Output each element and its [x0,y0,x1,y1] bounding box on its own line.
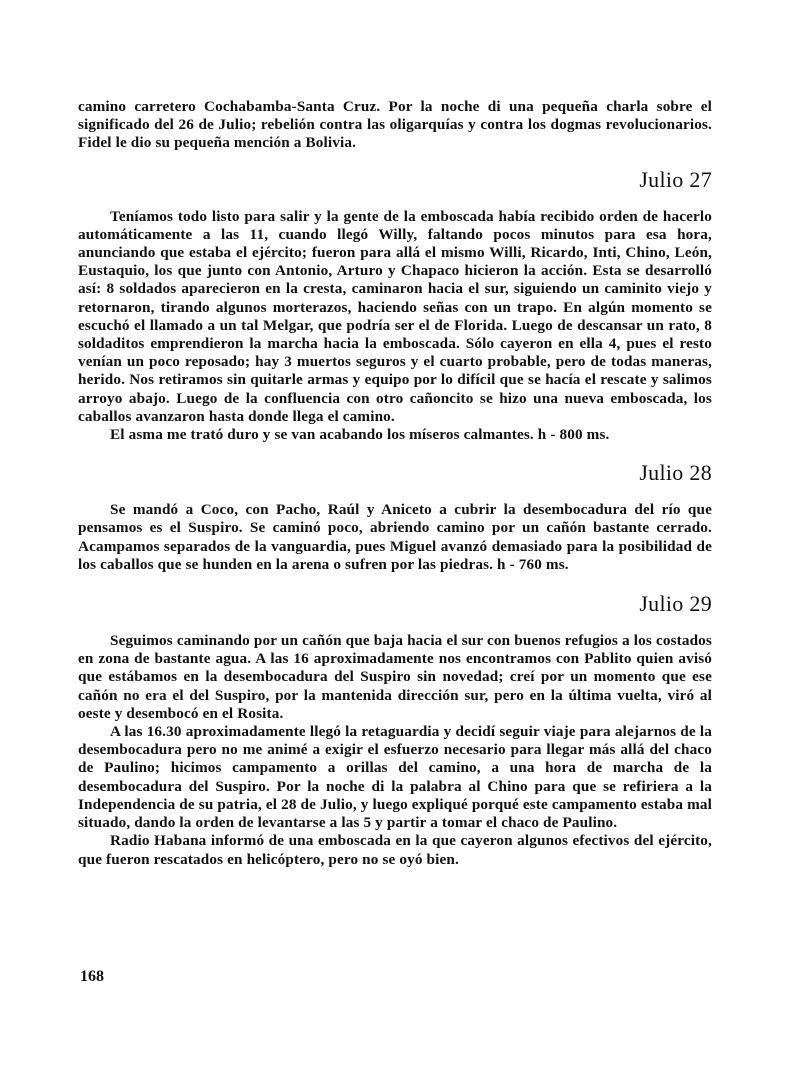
heading-julio-28: Julio 28 [639,460,712,486]
diary-page [78,98,712,869]
julio-28-paragraph-1: Se mandó a Coco, con Pacho, Raúl y Aniceto a cubrir la desembocadura del río que pensamos es el Suspiro. Se caminó poco, abriendo camino por un cañón bastante cerrado. Acampamos separados de la vanguardia, pues Miguel avanzó demasiado para la posibilidad de los caballos que se hunden en la arena o sufren por las piedras. h - 760 ms. [78,501,712,573]
page-number: 168 [80,968,104,985]
heading-julio-29: Julio 29 [639,591,712,617]
julio-27-paragraph-2: El asma me trató duro y se van acabando los míseros calmantes. h - 800 ms. [110,426,610,444]
julio-29-paragraph-1: Seguimos caminando por un cañón que baja hacia el sur con buenos refugios a los costados en zona de bastante agua. A las 16 aproximadamente nos encontramos con Pablito quien avisó que estábamos en la desembocadura del Suspiro sin novedad; creí por un momento que ese cañón no era el del Suspiro, por la mantenida dirección sur, pero en la última vuelta, viró al oeste y desembocó en el Rosita. [78,632,712,722]
julio-29-paragraph-2: A las 16.30 aproximadamente llegó la retaguardia y decidí seguir viaje para alejarnos de la desembocadura pero no me animé a exigir el esfuerzo necesario para llegar más allá del chaco de Paulino; hicimos campamento a orillas del camino, a una hora de marcha de la desembocadura del Suspiro. Por la noche di la palabra al Chino para que se refiriera a la Independencia de su patria, el 28 de Julio, y luego expliqué porqué este campamento estaba mal situado, dando la orden de levantarse a las 5 y partir a tomar el chaco de Paulino. [78,723,712,832]
opening-paragraph: camino carretero Cochabamba-Santa Cruz. Por la noche di una pequeña charla sobre el significado del 26 de Julio; rebelión contra las oligarquías y contra los dogmas revolucionarios. Fidel le dio su pequeña mención a Bolivia. [78,98,712,152]
julio-29-paragraph-3: Radio Habana informó de una emboscada en la que cayeron algunos efectivos del ejército, que fueron rescatados en helicóptero, pero no se oyó bien. [78,832,712,868]
julio-27-paragraph-1: Teníamos todo listo para salir y la gente de la emboscada había recibido orden de hacerlo automáticamente a las 11, cuando llegó Willy, faltando pocos minutos para esa hora, anunciando que estaba el ejército; fueron para allá el mismo Willi, Ricardo, Inti, Chino, León, Eustaquio, los que junto con Antonio, Arturo y Chapaco hicieron la acción. Esta se desarrolló así: 8 soldados aparecieron en la cresta, caminaron hacia el sur, siguiendo un caminito viejo y retornaron, tirando algunos morterazos, haciendo señas con un trapo. En algún momento se escuchó el llamado a un tal Melgar, que podría ser el de Florida. Luego de descansar un rato, 8 soldaditos emprendieron la marcha hacia la emboscada. Sólo cayeron en ella 4, pues el resto venían un poco reposado; hay 3 muertos seguros y el cuarto probable, pero de todas maneras, herido. Nos retiramos sin quitarle armas y equipo por lo difícil que se hacía el rescate y salimos arroyo abajo. Luego de la confluencia con otro cañoncito se hizo una nueva emboscada, los caballos avanzaron hasta donde llega el camino. [78,207,712,425]
heading-julio-27: Julio 27 [639,166,712,192]
